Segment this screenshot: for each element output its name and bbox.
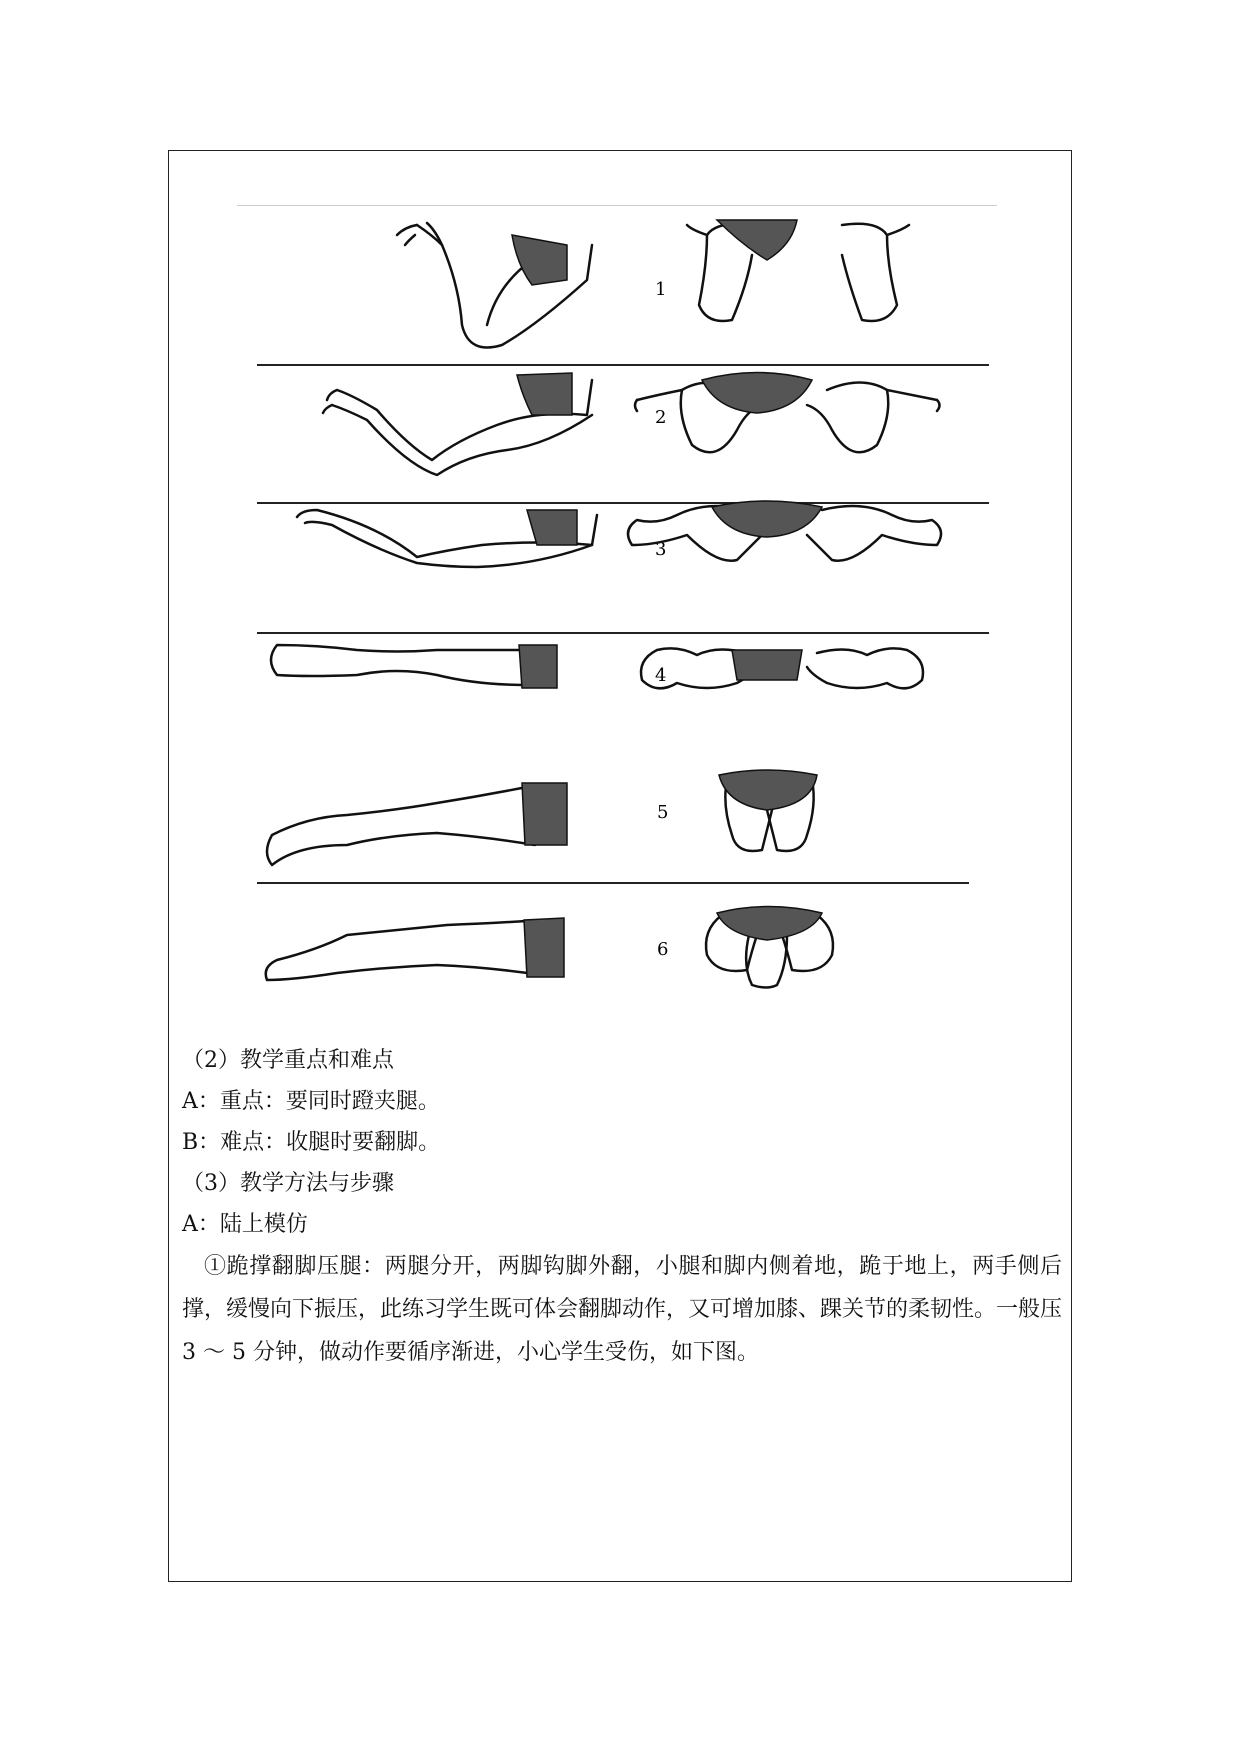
method-heading: A：陆上模仿 (182, 1212, 308, 1237)
row-1-side-leg (397, 223, 592, 348)
body-text (182, 1040, 1062, 1374)
step-number-4: 4 (655, 665, 667, 686)
difficult-point: B：难点：收腿时要翻脚。 (182, 1130, 441, 1155)
row-5-side-shorts (522, 783, 567, 845)
exercise-paragraph: ①跪撑翻脚压腿：两腿分开，两脚钩脚外翻，小腿和脚内侧着地，跪于地上，两手侧后撑，缓慢向下振压，此练习学生既可体会翻脚动作，又可增加膝、踝关节的柔韧性。一般压 3 ～ 5 分钟，做动作要循序渐进，小心学生受伤，如下图。 (182, 1254, 1063, 1365)
section-heading-2: （2）教学重点和难点 (182, 1048, 394, 1073)
step-number-2: 2 (655, 407, 667, 428)
row-2-front-shorts (702, 373, 812, 414)
section-heading-3: （3）教学方法与步骤 (182, 1171, 394, 1196)
row-5-side-leg (267, 785, 537, 865)
step-number-1: 1 (655, 279, 667, 300)
row-3-front-shorts (712, 501, 822, 537)
row-2-side-shorts (517, 373, 572, 415)
row-4-side-leg (271, 645, 529, 685)
key-point: A：重点：要同时蹬夹腿。 (182, 1089, 440, 1114)
step-number-5: 5 (657, 802, 669, 823)
row-6-side-leg (266, 920, 542, 980)
row-3-side-shorts (527, 510, 577, 545)
row-4-front-shorts (732, 650, 802, 680)
row-1-front-shorts (717, 220, 797, 260)
row-6-side-shorts (524, 918, 564, 977)
row-1-front-legs (687, 224, 909, 321)
step-number-3: 3 (655, 539, 667, 560)
step-number-6: 6 (657, 939, 669, 960)
kick-sequence-illustration (237, 205, 1007, 1005)
row-6-front-shorts (717, 907, 822, 941)
row-1-side-shorts (512, 235, 567, 285)
row-5-front-shorts (719, 770, 817, 810)
breaststroke-kick-figure (237, 205, 1007, 1005)
row-4-side-shorts (519, 645, 557, 688)
